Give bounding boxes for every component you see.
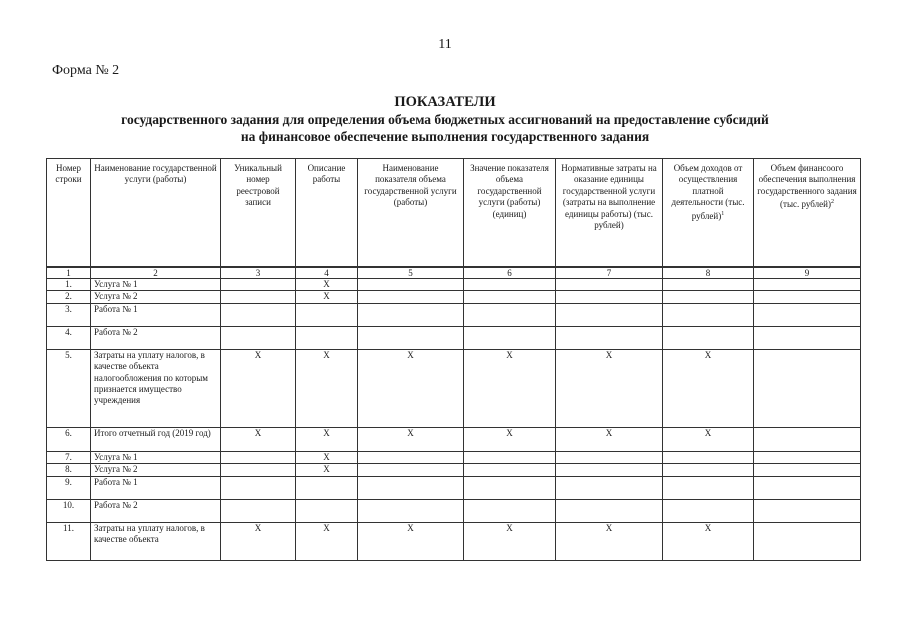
row-cell <box>663 499 754 522</box>
row-cell: X <box>221 349 296 427</box>
column-number: 2 <box>91 267 221 279</box>
row-cell <box>358 451 464 463</box>
header-volume-indicator-name: Наименование показателя объема государственной услуги (работы) <box>358 159 464 268</box>
title-line-1: ПОКАЗАТЕЛИ <box>394 94 496 110</box>
table-row <box>47 522 861 560</box>
row-name: Услуга № 1 <box>91 279 221 291</box>
row-cell <box>296 326 358 349</box>
row-cell <box>464 464 556 476</box>
table-row <box>47 499 861 522</box>
column-number: 6 <box>464 267 556 279</box>
row-cell: X <box>221 427 296 451</box>
row-cell: X <box>663 522 754 560</box>
row-cell: X <box>663 349 754 427</box>
table-row <box>47 349 861 427</box>
row-cell <box>464 291 556 303</box>
row-cell <box>663 279 754 291</box>
row-cell <box>221 326 296 349</box>
header-financing-volume-text: Объем финансоого обеспечения выполнения государственного задания (тыс. рублей) <box>757 163 857 210</box>
page-number: 11 <box>438 37 452 52</box>
header-normative-costs: Нормативные затраты на оказание единицы государственной услуги (затраты на выполнение единицы работы) (тыс. рублей) <box>556 159 663 268</box>
table-row <box>47 326 861 349</box>
indicators-table <box>46 158 861 561</box>
row-cell <box>754 291 861 303</box>
column-number: 5 <box>358 267 464 279</box>
row-cell <box>754 464 861 476</box>
row-cell <box>296 499 358 522</box>
table-row <box>47 451 861 463</box>
row-cell <box>221 476 296 499</box>
header-paid-income <box>663 159 754 268</box>
table-body <box>47 279 861 561</box>
header-row <box>47 159 861 268</box>
row-number: 4. <box>47 326 91 349</box>
header-financing-volume <box>754 159 861 268</box>
header-registry-number: Уникальный номер реестровой записи <box>221 159 296 268</box>
table-row <box>47 427 861 451</box>
row-name: Затраты на уплату налогов, в качестве объекта налогообложения по которым признается имущество учреждения <box>91 349 221 427</box>
row-cell <box>754 499 861 522</box>
row-name: Услуга № 1 <box>91 451 221 463</box>
row-cell <box>663 451 754 463</box>
row-number: 7. <box>47 451 91 463</box>
document-title <box>0 94 890 145</box>
row-cell <box>358 464 464 476</box>
row-number: 1. <box>47 279 91 291</box>
row-cell <box>556 451 663 463</box>
column-number: 8 <box>663 267 754 279</box>
row-cell: X <box>296 279 358 291</box>
row-cell <box>663 303 754 326</box>
row-cell <box>464 451 556 463</box>
row-number: 3. <box>47 303 91 326</box>
row-cell <box>221 303 296 326</box>
row-number: 5. <box>47 349 91 427</box>
row-cell: X <box>358 522 464 560</box>
row-cell: X <box>296 291 358 303</box>
row-number: 8. <box>47 464 91 476</box>
row-cell <box>663 291 754 303</box>
row-cell <box>464 279 556 291</box>
row-cell <box>556 499 663 522</box>
row-cell: X <box>296 464 358 476</box>
row-cell: X <box>556 522 663 560</box>
row-cell <box>358 476 464 499</box>
header-paid-income-text: Объем доходов от осуществления платной деятельности (тыс. рублей) <box>671 163 745 221</box>
row-cell: X <box>663 427 754 451</box>
row-cell <box>556 279 663 291</box>
row-number: 6. <box>47 427 91 451</box>
row-cell <box>556 464 663 476</box>
row-cell: X <box>358 349 464 427</box>
row-cell <box>464 499 556 522</box>
row-cell <box>221 291 296 303</box>
row-cell <box>296 476 358 499</box>
header-service-name: Наименование государственной услуги (работы) <box>91 159 221 268</box>
row-cell: X <box>296 522 358 560</box>
footnote-mark-1: 1 <box>721 210 725 217</box>
row-cell <box>358 326 464 349</box>
row-cell <box>221 279 296 291</box>
row-cell <box>754 303 861 326</box>
row-cell <box>754 522 861 560</box>
row-cell <box>221 451 296 463</box>
column-number-row <box>47 267 861 279</box>
column-number: 9 <box>754 267 861 279</box>
row-name: Работа № 1 <box>91 303 221 326</box>
row-cell <box>358 279 464 291</box>
row-cell: X <box>556 349 663 427</box>
row-cell <box>556 303 663 326</box>
row-cell <box>556 326 663 349</box>
row-cell <box>221 464 296 476</box>
row-cell <box>754 349 861 427</box>
row-cell <box>754 279 861 291</box>
row-name: Услуга № 2 <box>91 291 221 303</box>
row-cell <box>556 291 663 303</box>
row-cell: X <box>296 427 358 451</box>
row-number: 2. <box>47 291 91 303</box>
row-cell <box>296 303 358 326</box>
row-cell <box>358 499 464 522</box>
row-cell <box>754 451 861 463</box>
table-row <box>47 291 861 303</box>
column-number: 1 <box>47 267 91 279</box>
row-number: 10. <box>47 499 91 522</box>
header-work-description: Описание работы <box>296 159 358 268</box>
table-row <box>47 464 861 476</box>
row-cell <box>663 464 754 476</box>
row-name: Работа № 2 <box>91 499 221 522</box>
row-cell: X <box>358 427 464 451</box>
row-cell <box>754 427 861 451</box>
row-cell <box>221 499 296 522</box>
row-cell <box>663 476 754 499</box>
row-name: Работа № 2 <box>91 326 221 349</box>
row-cell: X <box>464 427 556 451</box>
form-label: Форма № 2 <box>52 63 120 78</box>
column-number: 3 <box>221 267 296 279</box>
row-cell: X <box>464 349 556 427</box>
table-row <box>47 279 861 291</box>
row-cell: X <box>464 522 556 560</box>
row-cell: X <box>556 427 663 451</box>
title-line-3: на финансовое обеспечение выполнения государственного задания <box>240 129 650 144</box>
title-line-2: государственного задания для определения объема бюджетных ассигнований на предоставление субсидий <box>121 112 769 127</box>
row-cell <box>464 326 556 349</box>
row-cell <box>754 326 861 349</box>
header-volume-indicator-value: Значение показателя объема государственной услуги (работы) (единиц) <box>464 159 556 268</box>
row-name: Услуга № 2 <box>91 464 221 476</box>
footnote-mark-2: 2 <box>830 199 834 206</box>
row-cell <box>464 303 556 326</box>
column-number: 4 <box>296 267 358 279</box>
table-row <box>47 303 861 326</box>
row-cell <box>663 326 754 349</box>
row-cell <box>464 476 556 499</box>
table-row <box>47 476 861 499</box>
row-name: Итого отчетный год (2019 год) <box>91 427 221 451</box>
header-row-number: Номер строки <box>47 159 91 268</box>
row-cell: X <box>221 522 296 560</box>
row-cell: X <box>296 349 358 427</box>
row-cell: X <box>296 451 358 463</box>
row-number: 9. <box>47 476 91 499</box>
column-number: 7 <box>556 267 663 279</box>
row-cell <box>556 476 663 499</box>
row-name: Затраты на уплату налогов, в качестве объекта <box>91 522 221 560</box>
row-cell <box>358 303 464 326</box>
row-number: 11. <box>47 522 91 560</box>
row-cell <box>754 476 861 499</box>
row-name: Работа № 1 <box>91 476 221 499</box>
row-cell <box>358 291 464 303</box>
